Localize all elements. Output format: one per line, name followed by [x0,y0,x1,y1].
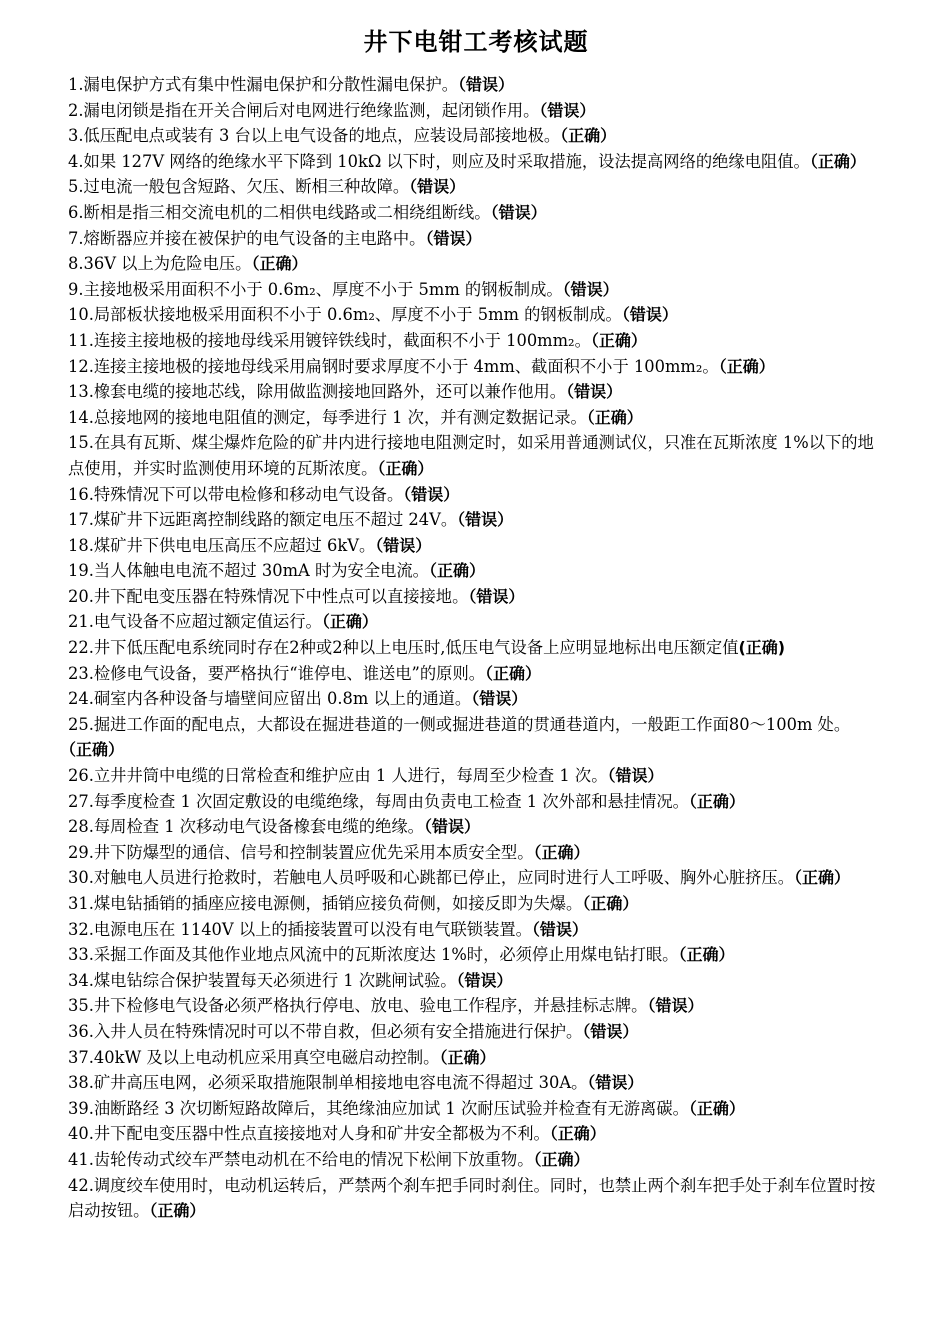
question-item [68,430,884,481]
question-item [68,661,884,687]
question-answer: （错误） [531,919,588,939]
question-text: 5.过电流一般包含短路、欠压、断相三种故障。 [68,177,410,197]
question-text: 27.每季度检查 1 次固定敷设的电缆绝缘，每周由负责电工检查 1 次外部和悬挂情况。 [68,791,689,811]
question-answer: （正确） [549,1124,606,1144]
question-item [68,1096,884,1122]
question-answer: （正确） [439,1047,496,1067]
question-text: 21.电气设备不应超过额定值运行。 [68,612,322,632]
question-item [68,302,884,328]
question-answer: （正确） [809,151,866,171]
question-answer: （错误） [409,177,466,197]
question-answer: （正确） [718,356,775,376]
question-text: 26.立井井筒中电缆的日常检查和维护应由 1 人进行，每周至少检查 1 次。 [68,766,608,786]
question-item [68,789,884,815]
question-text: 7.熔断器应并接在被保护的电气设备的主电路中。 [68,228,426,248]
question-item [68,686,884,712]
question-answer: （正确） [485,663,542,683]
question-text: 6.断相是指三相交流电机的二相供电线路或二相绕组断线。 [68,202,491,222]
question-text: 14.总接地网的接地电阻值的测定，每季进行 1 次，并有测定数据记录。 [68,407,587,427]
question-item [68,968,884,994]
question-text: 37.40kW 及以上电动机应采用真空电磁启动控制。 [68,1047,440,1067]
question-list [68,72,884,1224]
question-answer: （错误） [607,766,664,786]
question-answer: （正确） [68,740,125,760]
question-text: 16.特殊情况下可以带电检修和移动电气设备。 [68,484,404,504]
question-answer: （错误） [458,75,515,94]
question-item [68,174,884,200]
question-item [68,123,884,149]
question-text: 22.井下低压配电系统同时存在2种或2种以上电压时,低压电气设备上应明显地标出电压额定值 [68,638,739,658]
question-item [68,942,884,968]
question-text: 8.36V 以上为危险电压。 [68,254,252,274]
question-item [68,891,884,917]
question-text: 4.如果 127V 网络的绝缘水平下降到 10kΩ 以下时，则应及时采取措施，设法提高网络的绝缘电阻值。 [68,151,810,171]
question-text: 42.调度绞车使用时，电动机运转后，严禁两个刹车把手同时刹住。同时，也禁止两个刹车把手处于刹车位置时按启动按钮。 [68,1175,876,1221]
question-answer: （正确） [688,791,745,811]
question-text: 38.矿井高压电网，必须采取措施限制单相接地电容电流不得超过 30A。 [68,1073,588,1093]
question-answer: （错误） [375,535,432,555]
question-item [68,328,884,354]
question-item [68,1121,884,1147]
question-item [68,635,884,661]
question-text: 41.齿轮传动式绞车严禁电动机在不给电的情况下松闸下放重物。 [68,1149,534,1169]
question-item [68,712,884,763]
question-text: 25.掘进工作面的配电点，大都设在掘进巷道的一侧或掘进巷道的贯通巷道内，一般距工作面80～100m 处。 [68,714,851,734]
question-text: 10.局部板状接地极采用面积不小于 0.6m₂、厚度不小于 5mm 的钢板制成。 [68,305,622,325]
question-answer: （正确） [251,254,308,274]
question-text: 30.对触电人员进行抢救时，若触电人员呼吸和心跳都已停止，应同时进行人工呼吸、胸外心脏挤压。 [68,868,794,888]
question-item [68,1070,884,1096]
question-item [68,814,884,840]
question-item [68,1019,884,1045]
question-item [68,379,884,405]
question-answer: （正确） [321,612,378,632]
question-answer: （错误） [621,305,678,325]
question-answer: （正确） [533,842,590,862]
question-answer: （错误） [539,100,596,120]
question-item [68,226,884,252]
question-answer: （错误） [490,202,547,222]
question-item [68,507,884,533]
question-item [68,917,884,943]
question-text: 24.硐室内各种设备与墙壁间应留出 0.8m 以上的通道。 [68,689,472,709]
question-text: 36.入井人员在特殊情况时可以不带自救，但必须有安全措施进行保护。 [68,1021,583,1041]
question-text: 15.在具有瓦斯、煤尘爆炸危险的矿井内进行接地电阻测定时，如采用普通测试仪，只准在瓦斯浓度 1%以下的地点使用，并实时监测使用环境的瓦斯浓度。 [68,433,874,478]
question-text: 17.煤矿井下远距离控制线路的额定电压不超过 24V。 [68,510,458,530]
question-text: 2.漏电闭锁是指在开关合闸后对电网进行绝缘监测，起闭锁作用。 [68,100,540,120]
question-text: 11.连接主接地极的接地母线采用镀锌铁线时，截面积不小于 100mm₂。 [68,330,591,350]
question-item [68,1147,884,1173]
question-text: 31.煤电钻插销的插座应接电源侧，插销应接负荷侧，如接反即为失爆。 [68,894,583,913]
question-text: 19.当人体触电电流不超过 30mA 时为安全电流。 [68,561,429,581]
question-text: 20.井下配电变压器在特殊情况下中性点可以直接接地。 [68,586,469,606]
question-answer: （正确） [533,1149,590,1169]
question-answer: （错误） [566,382,623,402]
question-item [68,251,884,277]
question-item [68,277,884,303]
question-text: 34.煤电钻综合保护装置每天必须进行 1 次跳闸试验。 [68,970,457,990]
question-item [68,865,884,891]
question-answer: （正确） [582,894,639,913]
question-answer: （正确） [586,407,643,427]
question-item [68,72,884,98]
question-answer: （正确） [794,868,851,888]
question-answer: （错误） [471,689,528,709]
document-title: 井下电钳工考核试题 [363,28,589,56]
question-text: 33.采掘工作面及其他作业地点风流中的瓦斯浓度达 1%时，必须停止用煤电钻打眼。 [68,945,679,965]
question-item [68,609,884,635]
question-answer: （错误） [456,970,513,990]
question-item [68,533,884,559]
question-item [68,354,884,380]
question-answer: （错误） [587,1073,644,1093]
question-item [68,584,884,610]
question-answer: （错误） [457,510,514,530]
question-answer: （错误） [423,817,480,837]
question-text: 13.橡套电缆的接地芯线，除用做监测接地回路外，还可以兼作他用。 [68,382,567,402]
question-text: 18.煤矿井下供电电压高压不应超过 6kV。 [68,535,376,555]
question-answer: （正确） [678,945,735,965]
question-item [68,1045,884,1071]
question-answer: （错误） [647,996,704,1016]
question-answer: （错误） [425,228,482,248]
question-answer: （正确） [377,458,434,478]
question-item [68,149,884,175]
question-text: 28.每周检查 1 次移动电气设备橡套电缆的绝缘。 [68,817,424,837]
question-text: 3.低压配电点或装有 3 台以上电气设备的地点，应装设局部接地极。 [68,126,561,146]
question-item [68,200,884,226]
question-text: 12.连接主接地极的接地母线采用扁钢时要求厚度不小于 4mm、截面积不小于 100mm₂。 [68,356,719,376]
question-text: 9.主接地极采用面积不小于 0.6m₂、厚度不小于 5mm 的钢板制成。 [68,279,563,299]
question-item [68,1173,884,1224]
question-item [68,405,884,431]
question-answer: （正确） [149,1201,206,1221]
question-answer: （错误） [582,1021,639,1041]
question-item [68,482,884,508]
question-item [68,993,884,1019]
question-text: 35.井下检修电气设备必须严格执行停电、放电、验电工作程序，并悬挂标志牌。 [68,996,648,1016]
question-text: 1.漏电保护方式有集中性漏电保护和分散性漏电保护。 [68,75,459,94]
question-text: 32.电源电压在 1140V 以上的插接装置可以没有电气联锁装置。 [68,919,532,939]
question-answer: （正确） [688,1098,745,1118]
question-answer: （错误） [468,586,525,606]
question-answer: (正确) [738,638,786,658]
question-text: 23.检修电气设备，要严格执行“谁停电、谁送电”的原则。 [68,663,486,683]
question-answer: （正确） [590,330,647,350]
question-answer: （错误） [562,279,619,299]
question-answer: （正确） [428,561,485,581]
question-item [68,558,884,584]
question-item [68,763,884,789]
question-item [68,840,884,866]
question-item [68,98,884,124]
question-text: 40.井下配电变压器中性点直接接地对人身和矿井安全都极为不利。 [68,1124,550,1144]
question-answer: （正确） [560,126,617,146]
question-text: 29.井下防爆型的通信、信号和控制装置应优先采用本质安全型。 [68,842,534,862]
question-text: 39.油断路经 3 次切断短路故障后，其绝缘油应加试 1 次耐压试验并检查有无游离碳。 [68,1098,689,1118]
question-answer: （错误） [403,484,460,504]
